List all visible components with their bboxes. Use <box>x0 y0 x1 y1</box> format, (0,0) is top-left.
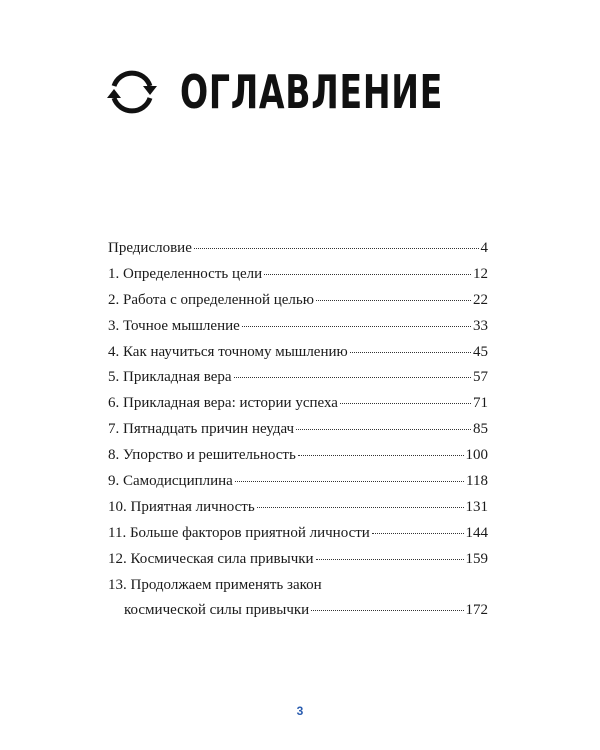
toc-entry-label: 13. Продолжаем применять закон <box>108 576 322 593</box>
toc-entry[interactable] <box>108 443 488 469</box>
toc-entry[interactable] <box>108 547 488 573</box>
page-header <box>104 64 545 120</box>
toc-entry-page: 159 <box>465 550 488 567</box>
toc-entry-label: 4. Как научиться точному мышлению <box>108 343 348 360</box>
table-of-contents <box>108 236 488 624</box>
toc-entry-page: 144 <box>465 524 488 541</box>
dot-leader <box>194 248 479 249</box>
toc-entry-label: 7. Пятнадцать причин неудач <box>108 421 295 438</box>
toc-entry-label: 8. Упорство и решительность <box>108 447 296 464</box>
toc-entry[interactable] <box>108 236 488 262</box>
toc-entry-page: 118 <box>466 473 488 490</box>
toc-entry-page: 172 <box>465 602 488 619</box>
dot-leader <box>242 326 471 327</box>
dot-leader <box>316 559 464 560</box>
dot-leader <box>298 455 464 456</box>
dot-leader <box>372 533 464 534</box>
page-title: ОГЛАВЛЕНИЕ <box>180 65 444 119</box>
toc-entry-label: 2. Работа с определенной целью <box>108 291 314 308</box>
toc-entry-page: 85 <box>473 421 488 438</box>
toc-entry-label: 12. Космическая сила привычки <box>108 550 314 567</box>
toc-entry[interactable] <box>108 365 488 391</box>
toc-entry-label: 6. Прикладная вера: истории успеха <box>108 395 338 412</box>
toc-entry-page: 71 <box>473 395 488 412</box>
toc-entry-label: Предисловие <box>108 240 192 256</box>
toc-entry-page: 131 <box>465 498 488 515</box>
toc-entry[interactable] <box>108 340 488 366</box>
toc-entry-page: 33 <box>473 317 488 334</box>
dot-leader <box>340 403 471 404</box>
toc-entry-label: 10. Приятная личность <box>108 498 255 515</box>
toc-entry[interactable] <box>108 288 488 314</box>
dot-leader <box>235 481 464 482</box>
cycle-arrows-icon <box>104 64 160 120</box>
toc-entry[interactable] <box>108 391 488 417</box>
toc-entry[interactable] <box>108 495 488 521</box>
dot-leader <box>311 610 463 611</box>
toc-entry-page: 22 <box>473 291 488 308</box>
dot-leader <box>316 300 471 301</box>
toc-entry[interactable] <box>108 521 488 547</box>
toc-entry[interactable] <box>108 314 488 340</box>
toc-entry-page: 12 <box>473 265 488 282</box>
toc-entry-page: 4 <box>480 240 488 256</box>
toc-entry-label: 9. Самодисциплина <box>108 473 233 490</box>
toc-entry[interactable] <box>108 469 488 495</box>
toc-entry-page: 57 <box>473 369 488 386</box>
toc-entry-page: 45 <box>473 343 488 360</box>
toc-entry-label: 11. Больше факторов приятной личности <box>108 524 370 541</box>
dot-leader <box>234 377 471 378</box>
toc-entry-label: 3. Точное мышление <box>108 317 240 334</box>
dot-leader <box>264 274 471 275</box>
dot-leader <box>350 352 471 353</box>
toc-entry[interactable] <box>108 573 488 625</box>
page-number: 3 <box>296 704 304 718</box>
toc-entry-page: 100 <box>465 447 488 464</box>
toc-entry-label: 1. Определенность цели <box>108 265 263 282</box>
toc-entry-label-continued: космической силы привычки <box>124 602 310 619</box>
toc-entry[interactable] <box>108 417 488 443</box>
toc-entry[interactable] <box>108 262 488 288</box>
dot-leader <box>257 507 464 508</box>
toc-entry-label: 5. Прикладная вера <box>108 369 232 386</box>
dot-leader <box>296 429 471 430</box>
